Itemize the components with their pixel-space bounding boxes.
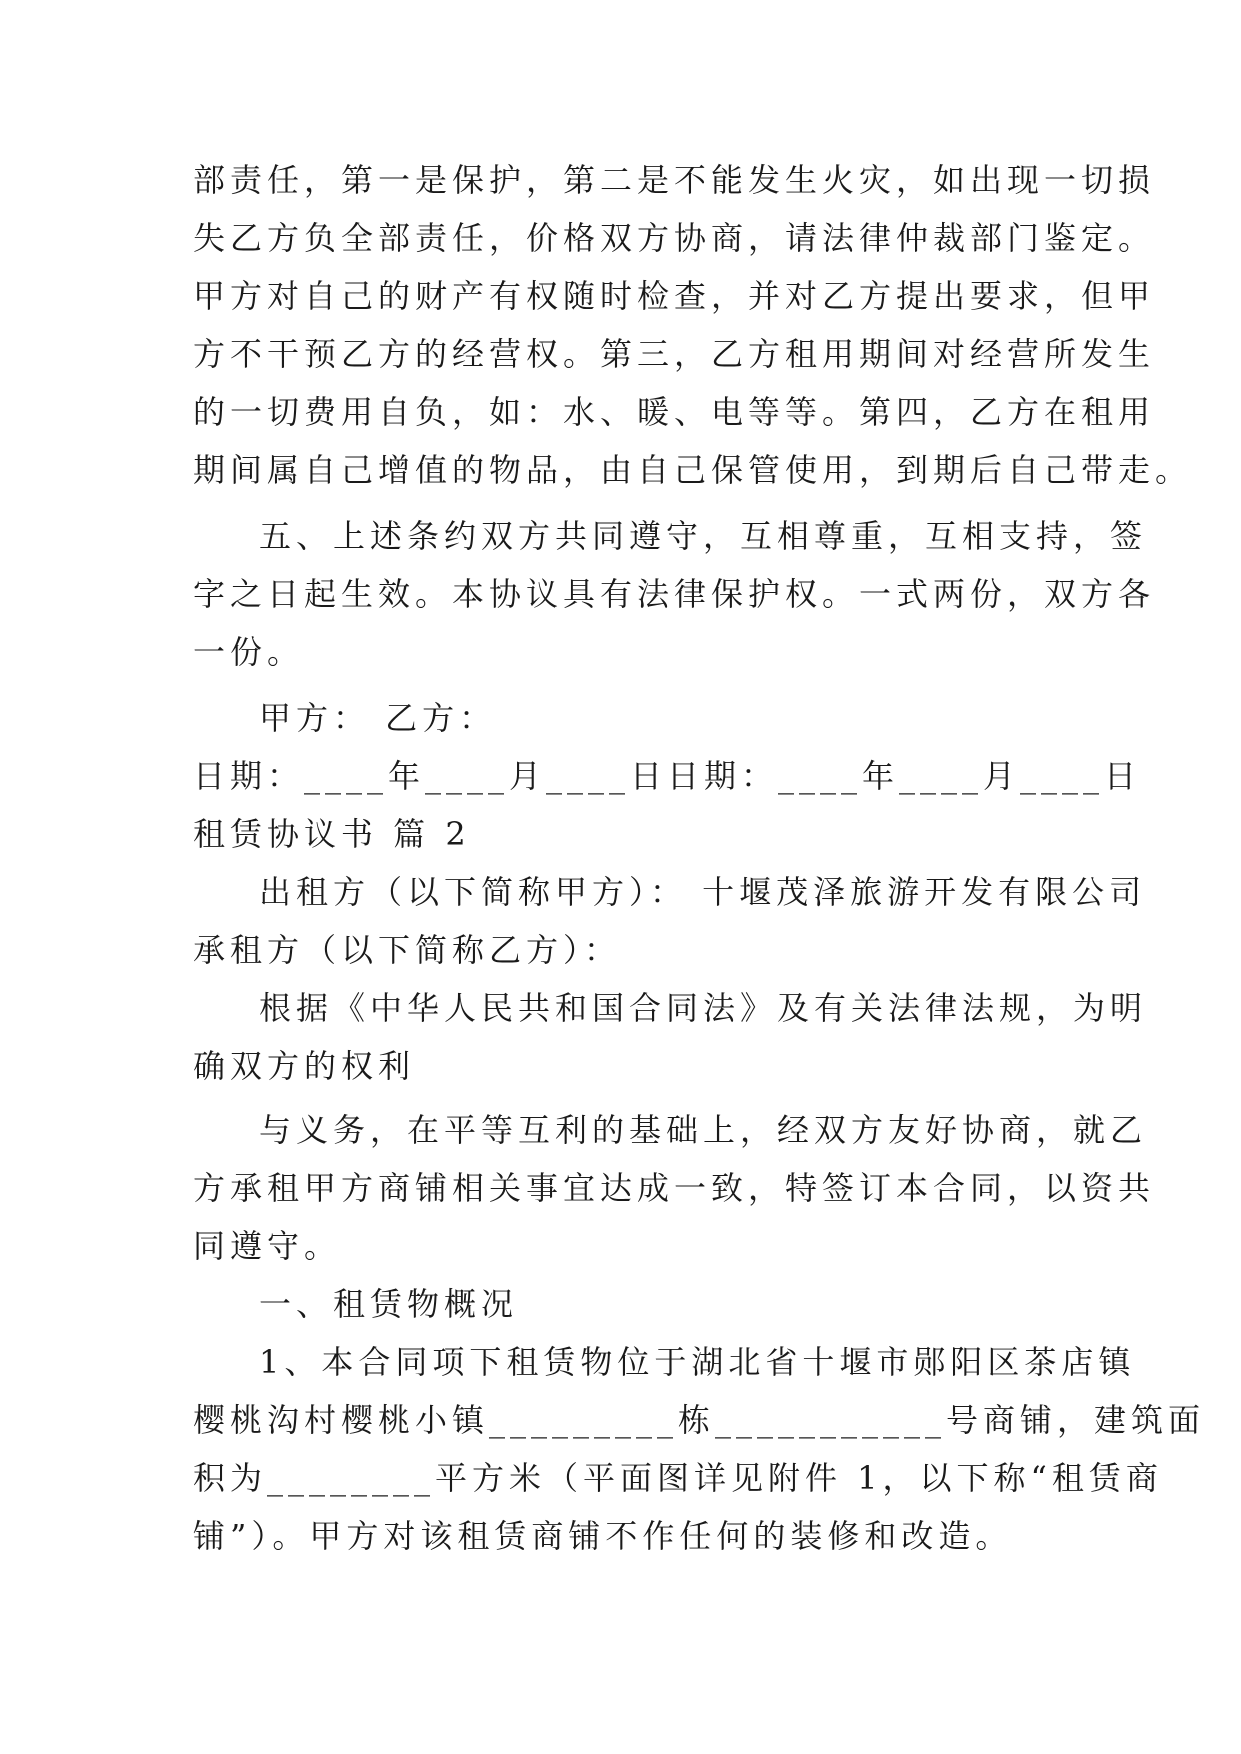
section-title: 租赁协议书 篇 2 <box>193 815 471 853</box>
signature-parties: 甲方： 乙方： <box>259 699 497 737</box>
clause-heading: 一、租赁物概况 <box>259 1285 519 1323</box>
paragraph-line: 的一切费用自负，如：水、暖、电等等。第四，乙方在租用 <box>193 393 1156 431</box>
paragraph-line: 同遵守。 <box>193 1227 342 1265</box>
paragraph-line: 1、本合同项下租赁物位于湖北省十堰市郧阳区茶店镇 <box>259 1343 1136 1381</box>
paragraph-line: 方不干预乙方的经营权。第三，乙方租用期间对经营所发生 <box>193 335 1156 373</box>
paragraph-line: 期间属自己增值的物品，由自己保管使用，到期后自己带走。 <box>193 451 1193 489</box>
paragraph-line: 五、上述条约双方共同遵守，互相尊重，互相支持，签 <box>259 517 1148 555</box>
paragraph-line: 失乙方负全部责任，价格双方协商，请法律仲裁部门鉴定。 <box>193 219 1156 257</box>
paragraph-line: 积为________平方米（平面图详见附件 1，以下称“租赁商 <box>193 1459 1163 1497</box>
paragraph-line: 方承租甲方商铺相关事宜达成一致，特签订本合同，以资共 <box>193 1169 1156 1207</box>
lessor-line: 出租方（以下简称甲方）： 十堰茂泽旅游开发有限公司 <box>259 873 1147 911</box>
paragraph-line: 部责任，第一是保护，第二是不能发生火灾，如出现一切损 <box>193 161 1156 199</box>
paragraph-line: 铺”）。甲方对该租赁商铺不作任何的装修和改造。 <box>193 1517 1013 1555</box>
paragraph-line: 根据《中华人民共和国合同法》及有关法律法规，为明 <box>259 989 1148 1027</box>
paragraph-line: 一份。 <box>193 633 305 671</box>
paragraph-line: 确双方的权利 <box>193 1047 416 1085</box>
paragraph-line: 樱桃沟村樱桃小镇_________栋___________号商铺，建筑面 <box>193 1401 1206 1439</box>
paragraph-line: 字之日起生效。本协议具有法律保护权。一式两份，双方各 <box>193 575 1156 613</box>
paragraph-line: 甲方对自己的财产有权随时检查，并对乙方提出要求，但甲 <box>193 277 1156 315</box>
paragraph-line: 与义务，在平等互利的基础上，经双方友好协商，就乙 <box>259 1111 1148 1149</box>
signature-dates: 日期：____年____月____日日期：____年____月____日 <box>193 757 1142 795</box>
lessee-line: 承租方（以下简称乙方）： <box>193 931 622 969</box>
